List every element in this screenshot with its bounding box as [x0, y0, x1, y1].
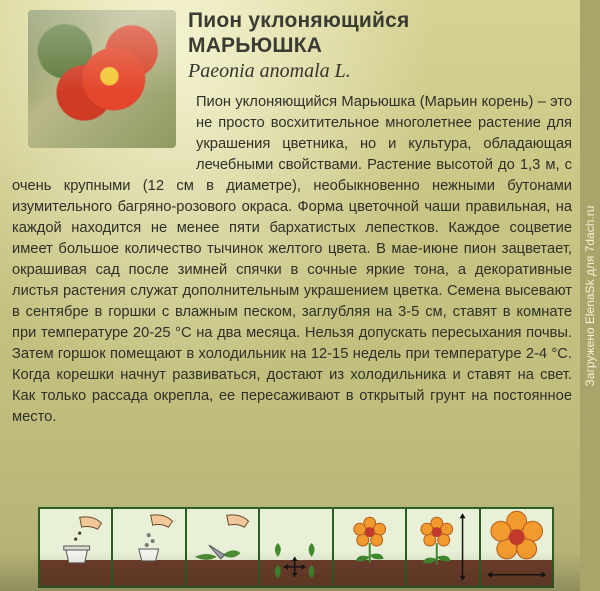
title-line-2: МАРЬЮШКА	[188, 34, 323, 57]
watermark-text: Загружено ElenaSk для 7dach.ru	[583, 205, 597, 386]
latin-name: Paeonia anomala L.	[188, 60, 351, 82]
photo-wrap-spacer	[12, 92, 192, 156]
watermark-strip	[580, 0, 600, 591]
step-1	[40, 509, 113, 586]
product-description	[12, 92, 572, 512]
step-2	[113, 509, 186, 586]
step-3	[187, 509, 260, 586]
product-title	[188, 8, 409, 58]
title-line-1: Пион уклоняющийся	[188, 9, 410, 32]
description-text: Пион уклоняющийся Марьюшка (Марьин корень) – это не просто восхитительное многолетнее растение для украшения цветника, но и культура, обладающая лечебными свойствами. Растение высотой до 1,3 м, с очень крупными (12 см в диаметре), необыкновенно нежными бутонами изумительного багряно-розового окраса. Форма цветочной чаши правильная, на каждой находится не менее пяти бархатистых лепестков. Каждое соцветие имеет большое количество тычинок желтого цвета. В мае-июне пион зацветает, окрашивая сад после зимней спячки в сочные яркие тона, а декоративные листья растения служат дополнительным украшением цветка. Семена высевают в сентябре в горшки с влажным песком, заглубляя на 3-5 см, ставят в комнате при температуре 20-25 °С на два месяца. Нельзя допускать пересыхания почвы. Затем горшок помещают в холодильник на 12-15 недель при температуре 2-4 °С. Когда корешки начнут развиваться, достают из холодильника и ставят на свет. Как только рассада окрепла, ее пересаживают в открытый грунт на постоянное место.	[12, 94, 572, 425]
step-6	[407, 509, 480, 586]
step-4	[260, 509, 333, 586]
seedlings-spacing-icon	[260, 509, 331, 586]
hand-sowing-seeds-icon	[113, 509, 184, 586]
hand-sowing-pot-icon	[40, 509, 111, 586]
step-7	[481, 509, 552, 586]
flower-height-icon	[407, 509, 478, 586]
single-flower-icon	[334, 509, 405, 586]
flower-width-icon	[481, 509, 552, 586]
hand-watering-trowel-icon	[187, 509, 258, 586]
growing-steps-strip	[38, 507, 554, 588]
step-5	[334, 509, 407, 586]
